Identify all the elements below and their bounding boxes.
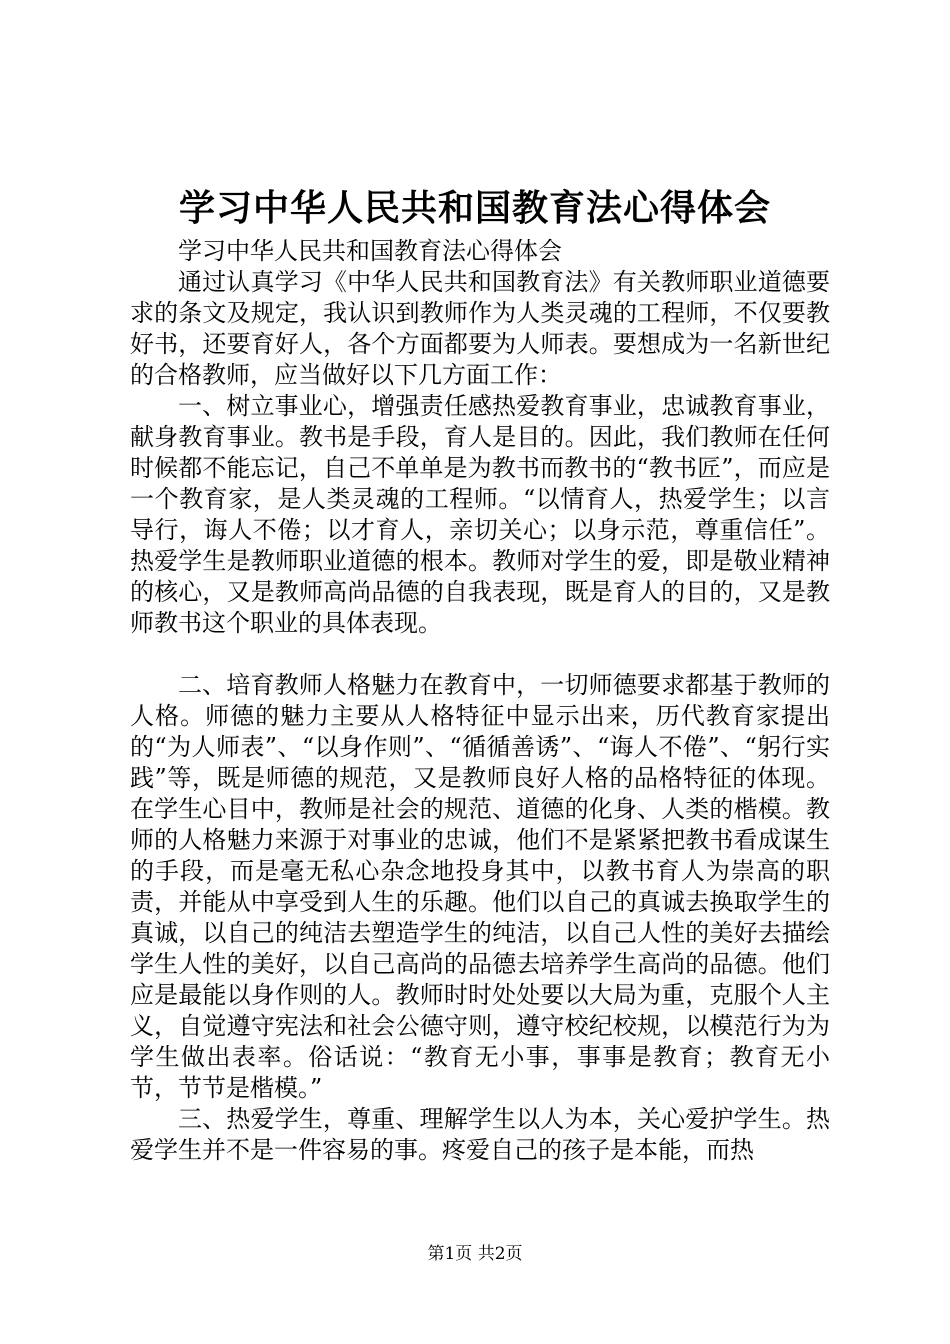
intro-paragraph: 通过认真学习《中华人民共和国教育法》有关教师职业道德要求的条文及规定，我认识到教师作为人类灵魂的工程师，不仅要教好书，还要育好人，各个方面都要为人师表。要想成为一名新世纪的合格教师，应当做好以下几方面工作： <box>130 268 830 389</box>
section-one-paragraph: 一、树立事业心，增强责任感热爱教育事业，忠诚教育事业，献身教育事业。教书是手段，育人是目的。因此，我们教师在任何时候都不能忘记，自己不单单是为教书而教书的“教书匠”，而应是一个教育家，是人类灵魂的工程师。“以情育人，热爱学生；以言导行，诲人不倦；以才育人，亲切关心；以身示范，尊重信任”。热爱学生是教师职业道德的根本。教师对学生的爱，即是敬业精神的核心，又是教师高尚品德的自我表现，既是育人的目的，又是教师教书这个职业的具体表现。 <box>130 392 830 637</box>
subtitle-paragraph: 学习中华人民共和国教育法心得体会 <box>178 237 562 265</box>
section-two-paragraph: 二、培育教师人格魅力在教育中，一切师德要求都基于教师的人格。师德的魅力主要从人格特征中显示出来，历代教育家提出的“为人师表”、“以身作则”、“循循善诱”、“诲人不倦”、“躬行实践”等，既是师德的规范，又是教师良好人格的品格特征的体现。在学生心目中，教师是社会的规范、道德的化身、人类的楷模。教师的人格魅力来源于对事业的忠诚，他们不是紧紧把教书看成谋生的手段，而是毫无私心杂念地投身其中，以教书育人为崇高的职责，并能从中享受到人生的乐趣。他们以自己的真诚去换取学生的真诚，以自己的纯洁去塑造学生的纯洁，以自己人性的美好去描绘学生人性的美好，以自己高尚的品德去培养学生高尚的品德。他们应是最能以身作则的人。教师时时处处要以大局为重，克服个人主义，自觉遵守宪法和社会公德守则，遵守校纪校规，以模范行为为学生做出表率。俗话说：“教育无小事，事事是教育；教育无小节，节节是楷模。” <box>130 671 830 1102</box>
document-body <box>130 236 830 1166</box>
document-title: 学习中华人民共和国教育法心得体会 <box>178 187 771 229</box>
section-three-paragraph: 三、热爱学生，尊重、理解学生以人为本，关心爱护学生。热爱学生并不是一件容易的事。疼爱自己的孩子是本能，而热 <box>130 1105 830 1164</box>
page-footer: 第1页 共2页 <box>427 1244 523 1264</box>
paragraph-spacer <box>130 639 830 670</box>
